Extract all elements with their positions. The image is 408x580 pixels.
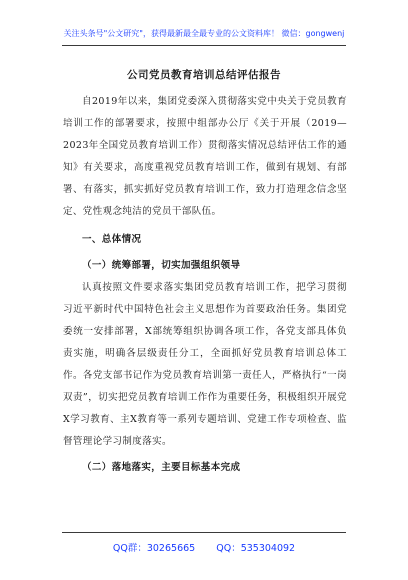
subsection-heading: （一）统筹部署，切实加强组织领导: [82, 260, 241, 271]
footer: [0, 540, 408, 554]
footer-divider: [62, 532, 346, 533]
header-banner: 关注头条号"公文研究"，获得最新最全最专业的公文资料库！ 微信：gongwenj: [63, 29, 345, 38]
footer-qq: QQ：535304092: [216, 543, 296, 554]
subsection-heading-2: （二）落地落实，主要目标基本完成: [82, 462, 241, 473]
document-body: [63, 91, 347, 479]
header-divider: [62, 45, 346, 46]
section-heading: 一、总体情况: [82, 234, 142, 245]
footer-qq-group: QQ群：30265665: [112, 543, 196, 554]
subsection-paragraph: 认真按照文件要求落实集团党员教育培训工作，把学习贯彻习近平新时代中国特色社会主义思想作为首要政治任务。集团党委统一安排部署，X部统筹组织协调各项工作，各党支部具体负责实施，明确各层级责任分工，全面抓好党员教育培训总体工作。各党支部书记作为党员教育培训第一责任人，严格执行“一岗双责”，切实把党员教育培训工作作为重要任务，积极组织开展党X学习教育、主X教育等一系列专题培训、党建工作专项检查、监督管理论学习制度落实。: [63, 282, 347, 447]
intro-paragraph: 自2019年以来，集团党委深入贯彻落实党中央关于党员教育培训工作的部署要求，按照中组部办公厅《关于开展（2019—2023年全国党员教育培训工作）贯彻落实情况总结评估工作的通知》有关要求，高度重视党员教育培训工作，做到有规划、有部署、有落实，抓实抓好党员教育培训工作，致力打造理念信念坚定、党性观念纯洁的党员干部队伍。: [63, 96, 347, 217]
document-title: 公司党员教育培训总结评估报告: [127, 69, 281, 81]
